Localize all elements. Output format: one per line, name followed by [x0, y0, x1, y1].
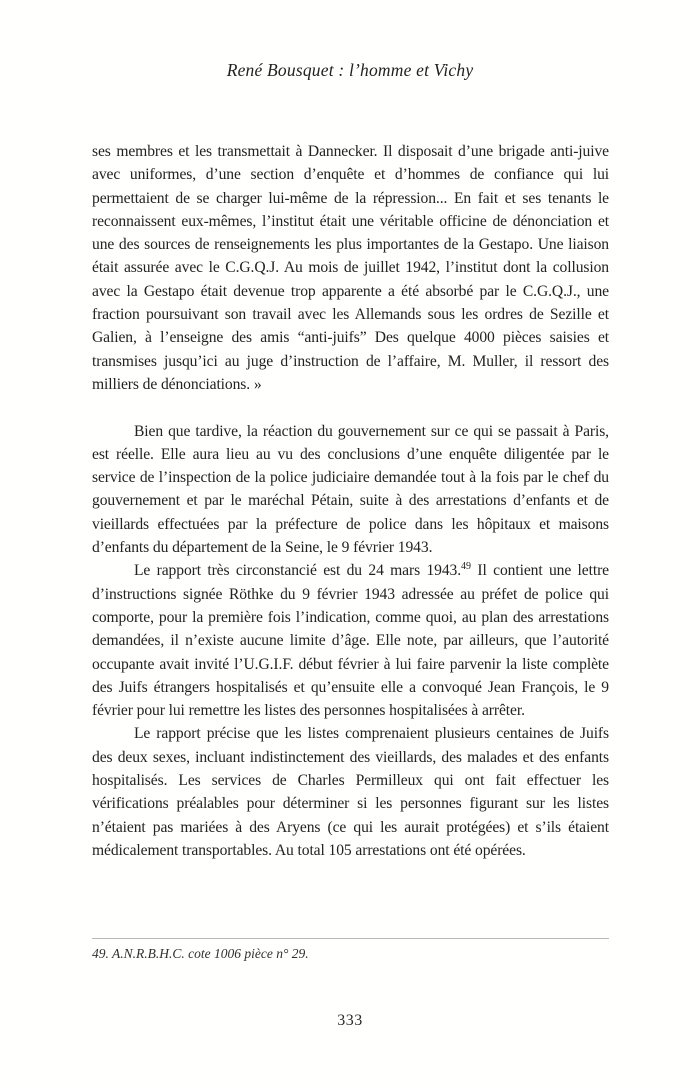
paragraph-reaction-gouvernement: Bien que tardive, la réaction du gouvernement sur ce qui se passait à Paris, est réelle. Elle aura lieu au vu des conclusions d’une enquête diligentée par le service de l’inspection de la police judiciaire demandée tout à la fois par le chef du gouvernement et par le maréchal Pétain, suite à des arrestations d’enfants et de vieillards effectuées par la préfecture de police dans les hôpitaux et maisons d’enfants du département de la Seine, le 9 février 1943.	[92, 422, 609, 557]
paragraph-rapport-circonstancie	[92, 559, 609, 722]
footnote-text: 49. A.N.R.B.H.C. cote 1006 pièce n° 29.	[92, 946, 309, 961]
running-header: René Bousquet : l’homme et Vichy	[226, 60, 474, 80]
footnote-reference-49: 49	[461, 561, 472, 573]
page-number: 333	[337, 1012, 363, 1029]
paragraph3-text-after-footnote-ref: Il contient une lettre d’instructions signée Röthke du 9 février 1943 adressée au préfet de police qui comporte, pour la première fois l’indication, comme quoi, au plan des arrestations demandées, il n’existe aucune limite d’âge. Elle note, par ailleurs, que l’autorité occupante avait invité l’U.G.I.F. début février à lui faire parvenir la liste complète des Juifs étrangers hospitalisés et qu’ensuite elle a convoqué Jean François, le 9 février pour lui remettre les listes des personnes hospitalisées à arrêter.	[92, 562, 609, 720]
paragraph3-text-before-footnote-ref: Le rapport très circonstancié est du 24 mars 1943.	[134, 562, 462, 580]
footnote-separator-rule	[92, 938, 609, 939]
paragraph-rapport-listes: Le rapport précise que les listes comprenaient plusieurs centaines de Juifs des deux sexes, incluant indistinctement des vieillards, des malades et des enfants hospitalisés. Les services de Charles Permilleux qui ont fait effectuer les vérifications préalables pour déterminer si les personnes figurant sur les listes n’étaient pas mariées à des Aryens (ce qui les aurait protégées) et s’ils étaient médicalement transportables. Au total 105 arrestations ont été opérées.	[92, 725, 609, 859]
paragraph-quote-continuation: ses membres et les transmettait à Dannecker. Il disposait d’une brigade anti-juive avec uniformes, d’une section d’enquête et d’hommes de confiance qui lui permettaient de se charger lui-même de la répression... En fait et ses tenants le reconnaissent eux-mêmes, l’institut était une véritable officine de dénonciation et une des sources de renseignements les plus importantes de la Gestapo. Une liaison était assurée avec le C.G.Q.J. Au mois de juillet 1942, l’institut dont la collusion avec la Gestapo était devenue trop apparente a été absorbé par le C.G.Q.J., une fraction poursuivant son travail avec les Allemands sous les ordres de Sezille et Galien, à l’enseigne des amis “anti-juifs” Des quelque 4000 pièces saisies et transmises jusqu’ici au juge d’instruction de l’affaire, M. Muller, il ressort des milliers de dénonciations. »	[92, 143, 609, 393]
body-text	[92, 140, 609, 862]
